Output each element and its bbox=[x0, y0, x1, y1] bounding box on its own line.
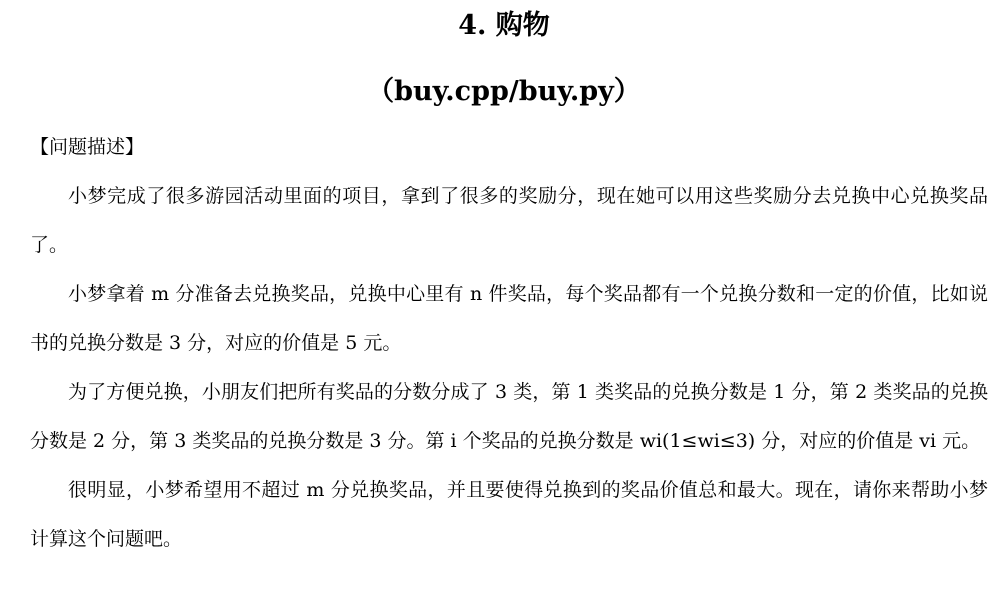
section-heading-problem-description: 【问题描述】 bbox=[30, 136, 145, 158]
paragraph-intro: 小梦完成了很多游园活动里面的项目，拿到了很多的奖励分，现在她可以用这些奖励分去兑换中心兑换奖品了。 bbox=[30, 185, 988, 256]
problem-description-body bbox=[30, 172, 988, 564]
paragraph-prize-categories: 为了方便兑换，小朋友们把所有奖品的分数分成了 3 类，第 1 类奖品的兑换分数是 1 分，第 2 类奖品的兑换分数是 2 分，第 3 类奖品的兑换分数是 3 分。第 i 个奖品的兑换分数是 wi(1≤wi≤3) 分，对应的价值是 vi 元。 bbox=[30, 381, 988, 452]
paragraph-points-and-prizes: 小梦拿着 m 分准备去兑换奖品，兑换中心里有 n 件奖品，每个奖品都有一个兑换分数和一定的价值，比如说书的兑换分数是 3 分，对应的价值是 5 元。 bbox=[30, 283, 988, 354]
paragraph-goal: 很明显，小梦希望用不超过 m 分兑换奖品，并且要使得兑换到的奖品价值总和最大。现在，请你来帮助小梦计算这个问题吧。 bbox=[30, 479, 988, 550]
problem-filenames: （buy.cpp/buy.py） bbox=[367, 76, 641, 107]
problem-title: 4. 购物 bbox=[458, 10, 550, 41]
